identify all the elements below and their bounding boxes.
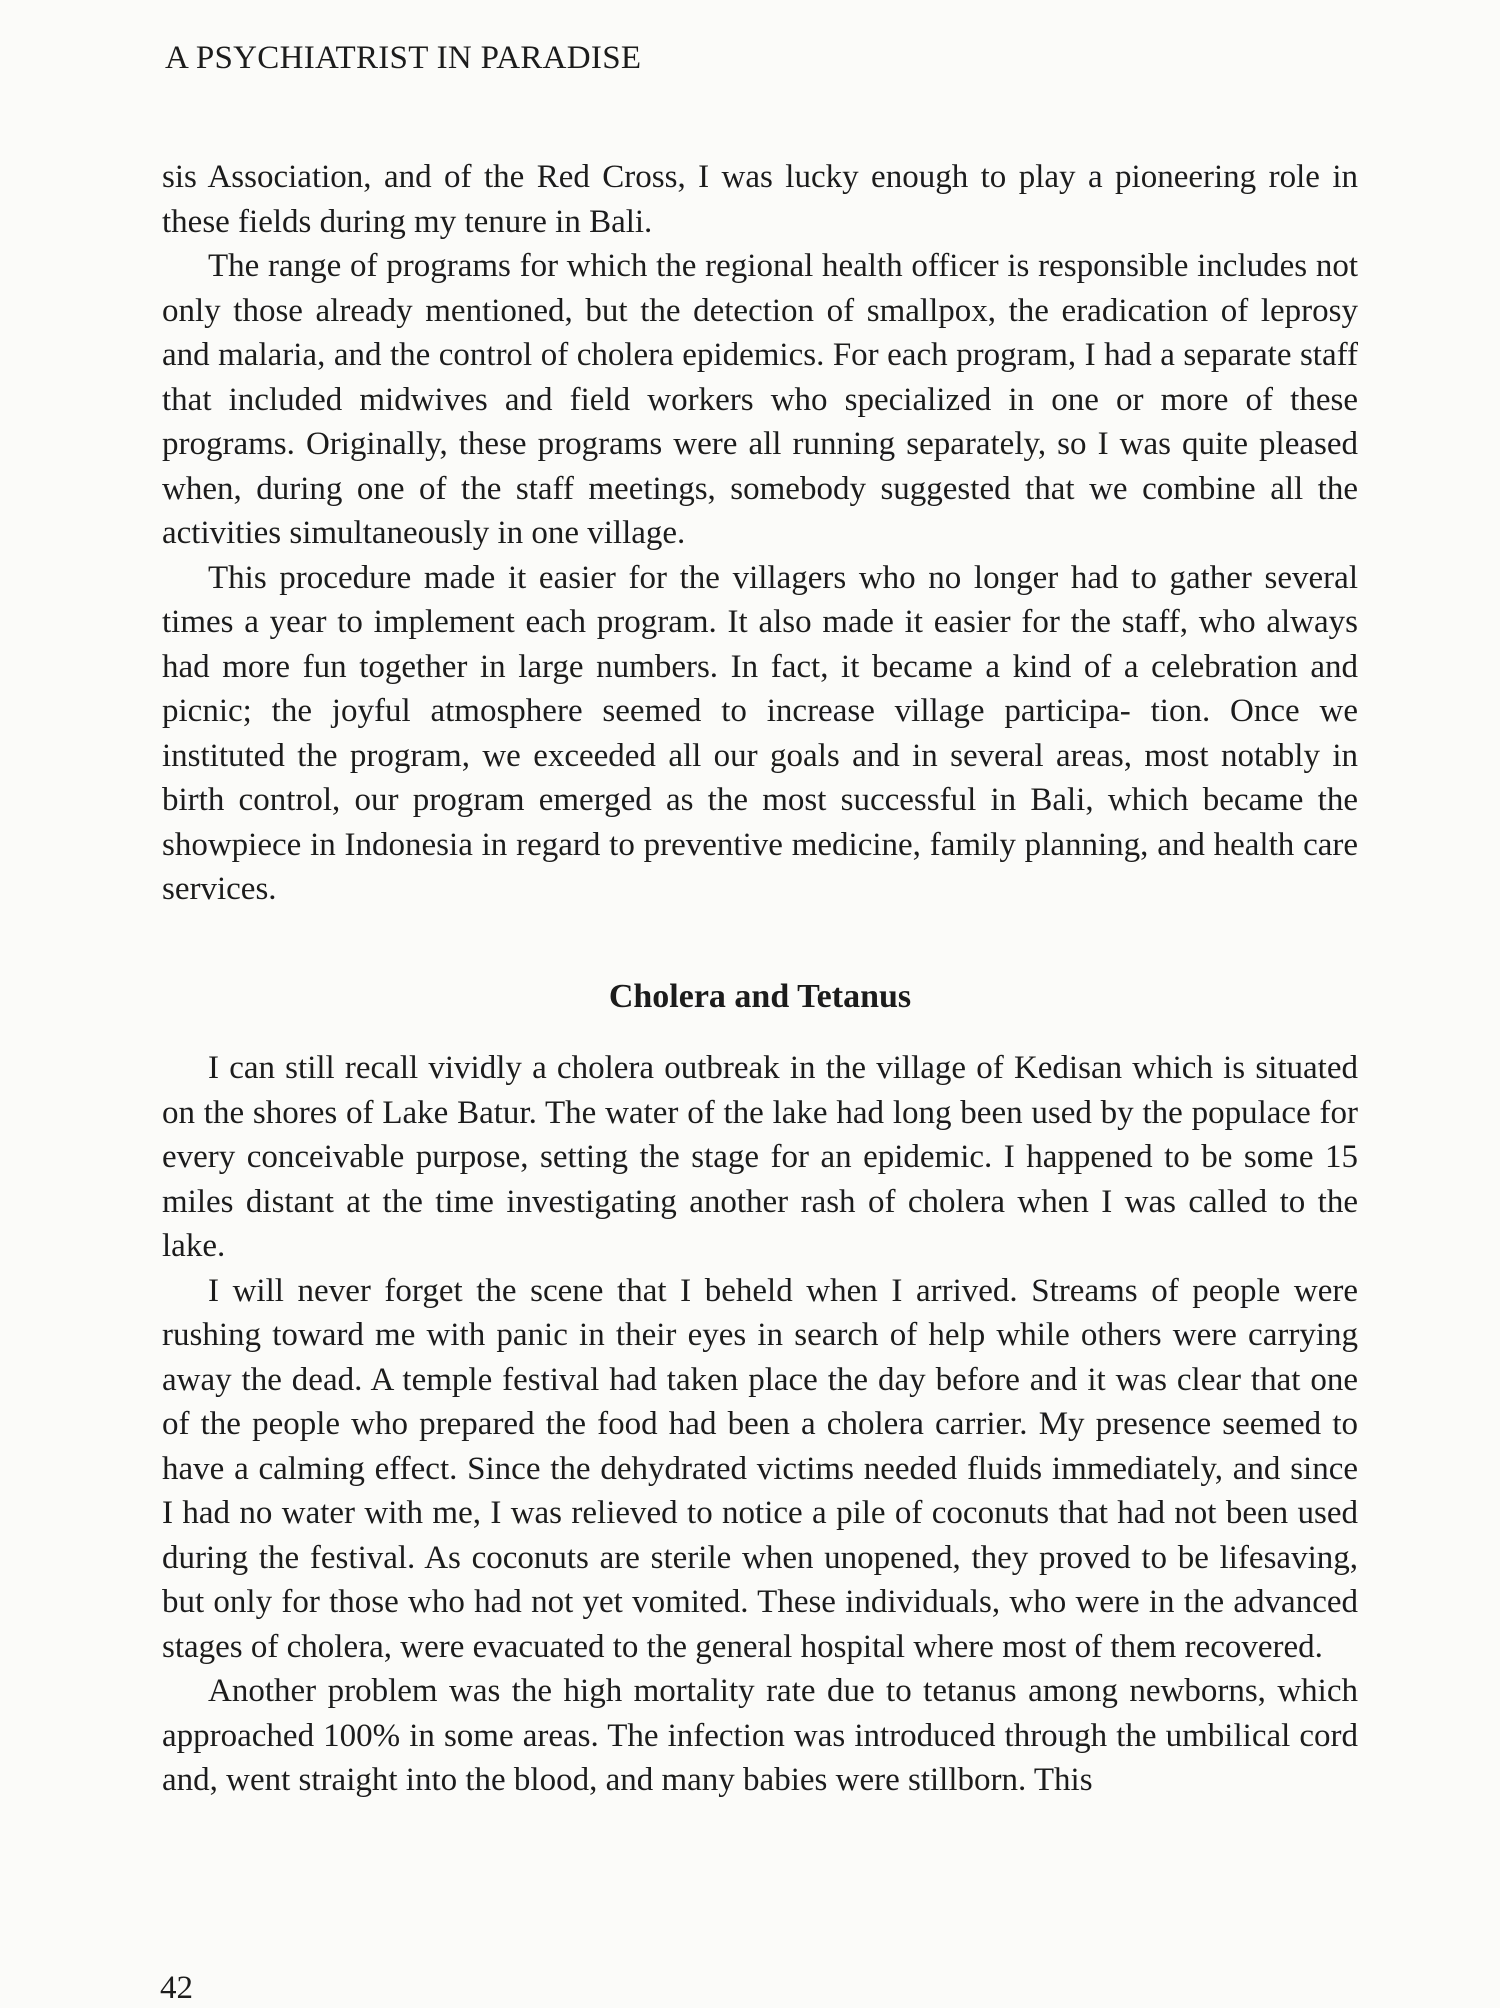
paragraph: Another problem was the high mortality rate due to tetanus among newborns, which approached 100% in some areas. The infection was introduced through the umbilical cord and, went straight into the blood, and many babies were stillborn. This [162, 1673, 1358, 1798]
paragraph: The range of programs for which the regional health officer is responsible includes not only those already mentioned, but the detection of smallpox, the eradication of leprosy and malaria, and the control of cholera epidemics. For each program, I had a separate staff that included midwives and field workers who specialized in one or more of these programs. Originally, these programs were all running separately, so I was quite pleased when, during one of the staff meetings, somebody suggested that we combine all the activities simultaneously in one village. [162, 248, 1358, 551]
paragraph: I will never forget the scene that I beheld when I arrived. Streams of people were rushing toward me with panic in their eyes in search of help while others were carrying away the dead. A temple festival had taken place the day before and it was clear that one of the people who prepared the food had been a cholera carrier. My presence seemed to have a calming effect. Since the dehydrated victims needed fluids immediately, and since I had no water with me, I was relieved to notice a pile of coconuts that had not been used during the festival. As coconuts are sterile when unopened, they proved to be lifesaving, but only for those who had not yet vomited. These individuals, who were in the advanced stages of cholera, were evacuated to the general hospital where most of them recovered. [162, 1272, 1358, 1665]
body-text-top [162, 155, 1358, 912]
body-text-bottom [162, 1046, 1358, 1803]
paragraph: I can still recall vividly a cholera outbreak in the village of Kedisan which is situated on the shores of Lake Batur. The water of the lake had long been used by the populace for every conceivable purpose, setting the stage for an epidemic. I happened to be some 15 miles distant at the time investigating another rash of cholera when I was called to the lake. [162, 1050, 1358, 1264]
page-number: 42 [160, 1970, 193, 2006]
paragraph: sis Association, and of the Red Cross, I was lucky enough to play a pioneering role in these fields during my tenure in Bali. [162, 159, 1358, 240]
section-heading: Cholera and Tetanus [608, 978, 912, 1015]
paragraph: This procedure made it easier for the villagers who no longer had to gather several times a year to implement each program. It also made it easier for the staff, who always had more fun together in large numbers. In fact, it became a kind of a celebration and picnic; the joyful atmosphere seemed to increase village participa- tion. Once we instituted the program, we exceeded all our goals and in several areas, most notably in birth control, our program emerged as the most successful in Bali, which became the showpiece in Indonesia in regard to preventive medicine, family planning, and health care services. [162, 559, 1358, 907]
running-head: A PSYCHIATRIST IN PARADISE [165, 40, 642, 76]
